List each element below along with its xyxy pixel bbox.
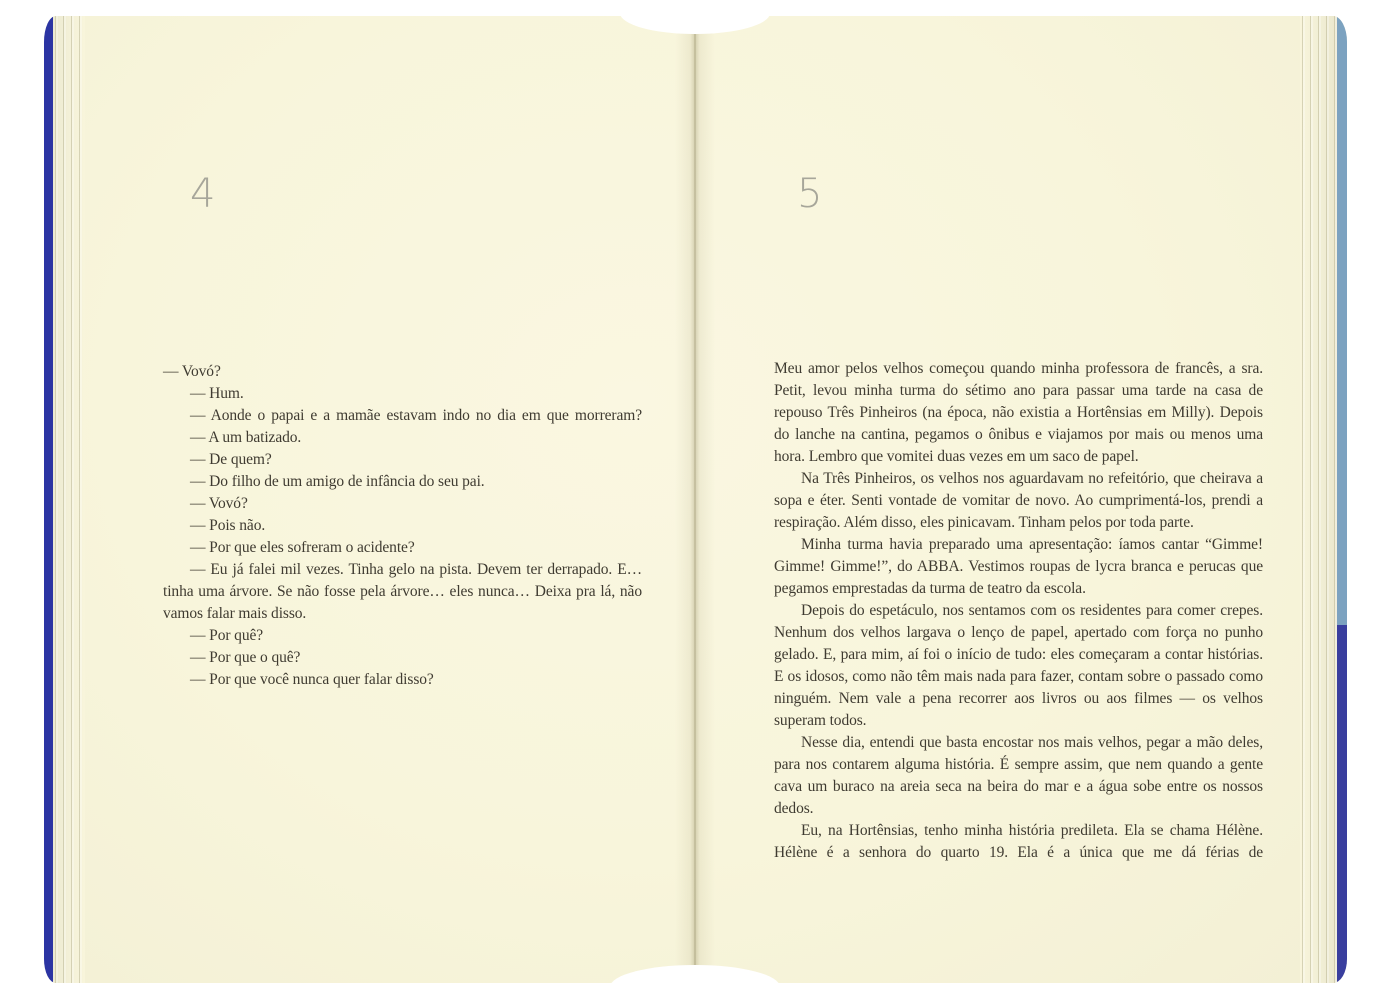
paragraph: Minha turma havia preparado uma apresentação: íamos cantar “Gimme! Gimme! Gimme!”, do ABBA. Vestimos roupas de lycra branca e perucas que pegamos emprestadas da turma de teatro da escola. (774, 536, 1263, 597)
dialogue-line: — Por quê? (190, 627, 264, 644)
dialogue-line: — Eu já falei mil vezes. Tinha gelo na pista. Devem ter derrapado. E… tinha uma árvore. Se não fosse pela árvore… eles nunca… Deixa pra lá, não vamos falar mais disso. (163, 561, 642, 622)
dialogue-line: — Hum. (190, 385, 244, 402)
open-book (44, 16, 1347, 983)
book-gutter (675, 16, 715, 983)
chapter-number-left: 4 (190, 171, 216, 217)
dialogue-line: — Vovó? (163, 363, 221, 380)
page-stack-left-edge (53, 16, 85, 983)
dialogue-line: — Por que você nunca quer falar disso? (190, 671, 434, 688)
dialogue-line: — Do filho de um amigo de infância do seu pai. (190, 473, 485, 490)
right-page-text (774, 358, 1263, 864)
left-page-text (163, 361, 642, 691)
paragraph: Depois do espetáculo, nos sentamos com os residentes para comer crepes. Nenhum dos velhos largava o lenço de papel, apertado com força no punho gelado. E, para mim, aí foi o início de tudo: eles começaram a contar histórias. E os idosos, como não têm mais nada para fazer, contam sobre o passado como ninguém. Nem vale a pena recorrer aos livros ou aos filmes — os velhos superam todos. (774, 602, 1263, 729)
paragraph: Eu, na Hortênsias, tenho minha história predileta. Ela se chama Hélène. Hélène é a senhora do quarto 19. Ela é a única que me dá férias de (774, 822, 1263, 861)
dialogue-line: — Por que eles sofreram o acidente? (190, 539, 415, 556)
dialogue-line: — De quem? (190, 451, 272, 468)
dialogue-line: — A um batizado. (190, 429, 302, 446)
dialogue-line: — Vovó? (190, 495, 248, 512)
paragraph: Nesse dia, entendi que basta encostar nos mais velhos, pegar a mão deles, para nos contarem alguma história. É sempre assim, que nem quando a gente cava um buraco na areia seca na beira do mar e a água sobe entre os nossos dedos. (774, 734, 1263, 817)
paragraph: Na Três Pinheiros, os velhos nos aguardavam no refeitório, que cheirava a sopa e éter. Senti vontade de vomitar de novo. Ao cumprimentá-los, prendi a respiração. Além disso, eles pinicavam. Tinham pelos por toda parte. (774, 470, 1263, 531)
chapter-number-right: 5 (797, 171, 823, 217)
paragraph: Meu amor pelos velhos começou quando minha professora de francês, a sra. Petit, levou minha turma do sétimo ano para passar uma tarde na casa de repouso Três Pinheiros (na época, não existia a Hortênsias em Milly). Depois do lanche na cantina, pegamos o ônibus e viajamos por mais ou menos uma hora. Lembro que vomitei duas vezes em um saco de papel. (774, 360, 1263, 465)
book-cover-right-edge (1337, 16, 1347, 983)
page-stack-right-edge (1300, 16, 1337, 983)
cover-right-bottom-segment (1337, 625, 1347, 983)
dialogue-line: — Pois não. (190, 517, 266, 534)
dialogue-line: — Por que o quê? (190, 649, 301, 666)
dialogue-line: — Aonde o papai e a mamãe estavam indo no dia em que morreram? (190, 407, 642, 424)
book-cover-left-edge (44, 16, 53, 983)
cover-right-top-segment (1337, 16, 1347, 625)
